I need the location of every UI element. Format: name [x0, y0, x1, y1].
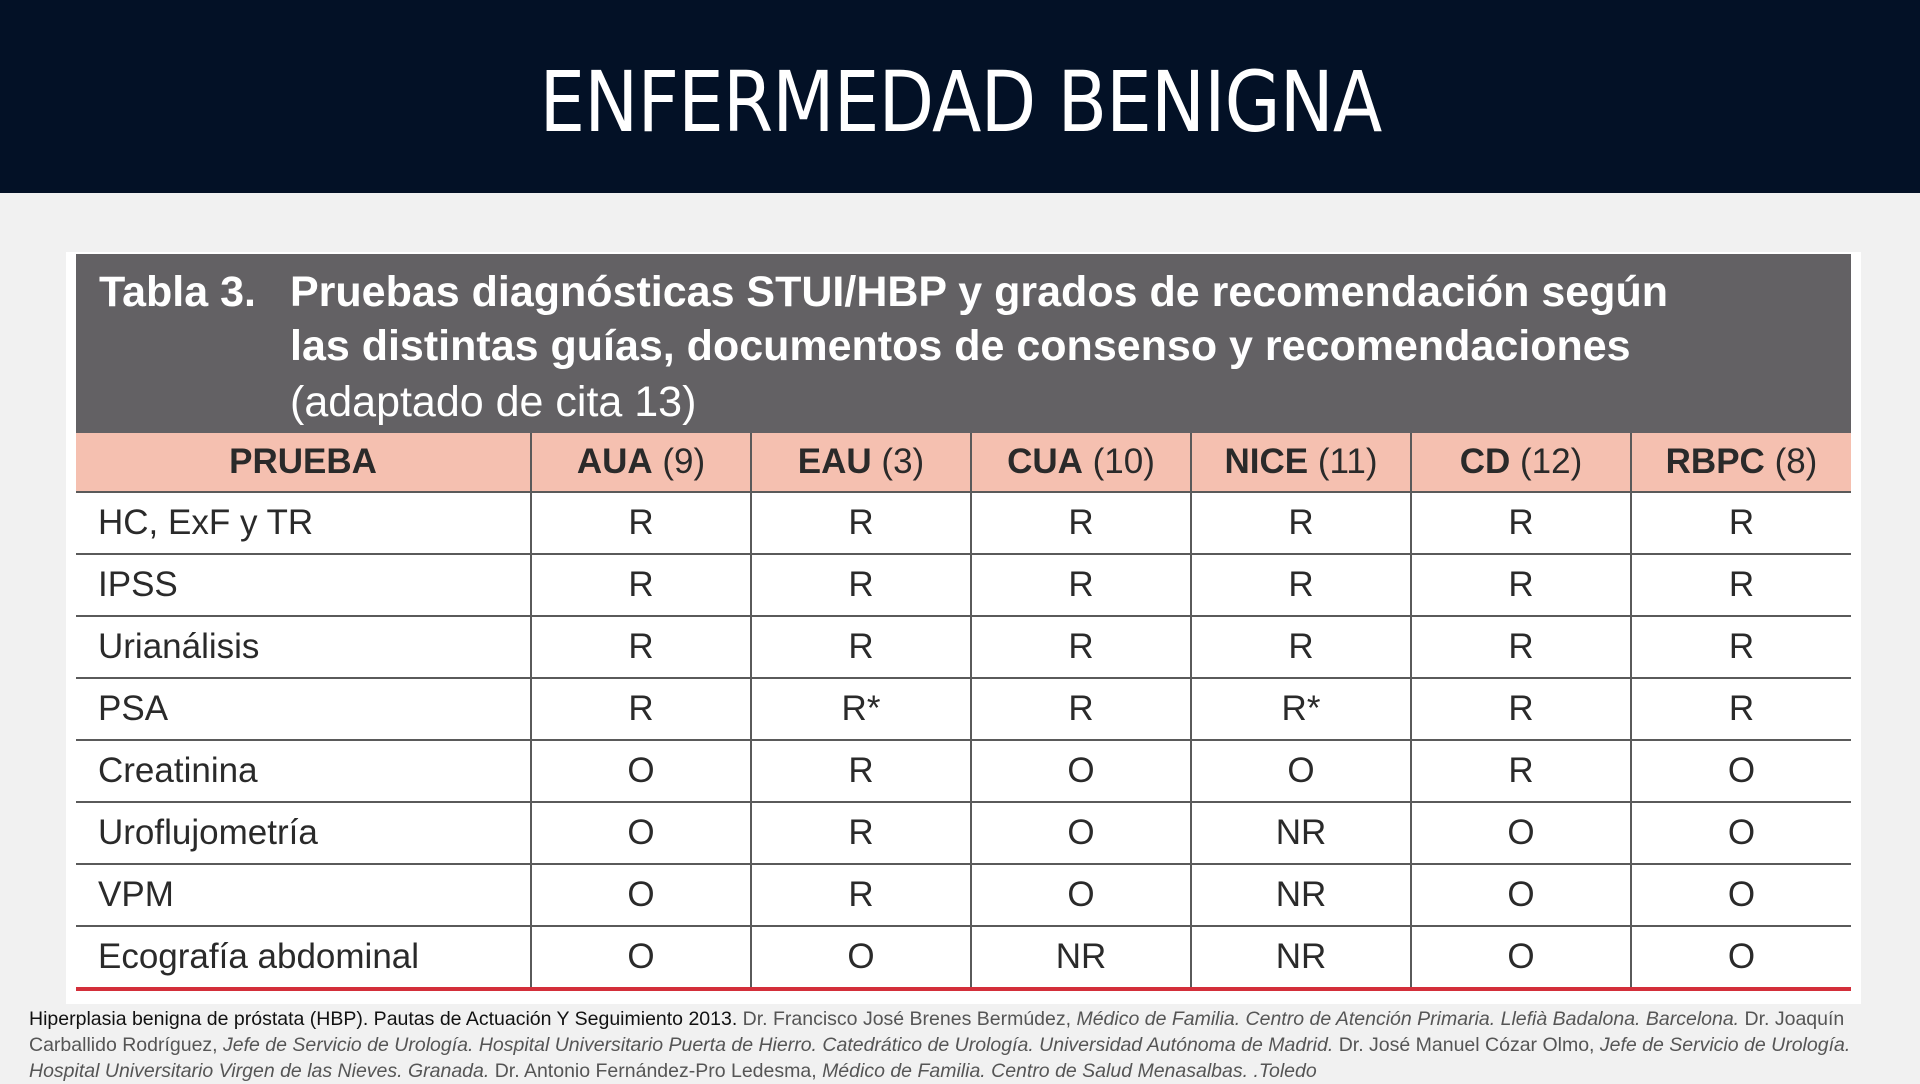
column-header-nice: NICE (11)	[1191, 433, 1411, 492]
table-cell: O	[1631, 802, 1851, 864]
table-cell: NR	[1191, 802, 1411, 864]
table-cell: R	[531, 616, 751, 678]
table-row	[76, 740, 1851, 802]
table-cell: R	[1411, 492, 1631, 554]
table-cell: R	[1411, 616, 1631, 678]
citation-author: Dr. Francisco José Brenes Bermúdez,	[737, 1008, 1077, 1030]
table-header-row	[76, 433, 1851, 492]
table-cell: R	[751, 554, 971, 616]
citation-author: Dr. Antonio Fernández-Pro Ledesma,	[489, 1060, 823, 1082]
table-cell: R	[1631, 616, 1851, 678]
table-cell: O	[1411, 864, 1631, 926]
table-cell: O	[531, 740, 751, 802]
table-cell: O	[1631, 740, 1851, 802]
column-header-eau: EAU (3)	[751, 433, 971, 492]
citation-author: Dr. Joaquín Carballido Rodríguez,	[29, 1008, 1845, 1056]
table-cell: R	[1411, 740, 1631, 802]
table-cell: O	[1411, 802, 1631, 864]
citation-affiliation: Médico de Familia. Centro de Salud Menasalbas. .Toledo	[822, 1060, 1317, 1082]
table-row	[76, 802, 1851, 864]
table-cell: R	[751, 616, 971, 678]
table-cell: O	[971, 802, 1191, 864]
table-cell: O	[531, 802, 751, 864]
table-row	[76, 554, 1851, 616]
table-cell: O	[1191, 740, 1411, 802]
table-cell: NR	[971, 926, 1191, 989]
table-cell: R	[1631, 554, 1851, 616]
citation-source: Hiperplasia benigna de próstata (HBP). Pautas de Actuación Y Seguimiento 2013.	[29, 1008, 738, 1030]
table-cell: O	[1631, 926, 1851, 989]
table-cell: R	[1631, 492, 1851, 554]
table-row	[76, 926, 1851, 989]
table-cell: O	[971, 864, 1191, 926]
table-cell: R	[971, 678, 1191, 740]
table-cell: O	[1631, 864, 1851, 926]
table-caption-line: Pruebas diagnósticas STUI/HBP y grados de recomendación según	[290, 268, 1668, 316]
table-caption-number: Tabla 3.	[99, 268, 256, 316]
table-cell: R	[1411, 678, 1631, 740]
table-row	[76, 616, 1851, 678]
table-cell: R	[971, 616, 1191, 678]
table-cell: R*	[1191, 678, 1411, 740]
citation-affiliation: Jefe de Servicio de Urología. Hospital Universitario Puerta de Hierro. Catedrático de Urología. Universidad Autónoma de Madrid.	[223, 1034, 1334, 1056]
column-header-rbpc: RBPC (8)	[1631, 433, 1851, 492]
row-label: Ecografía abdominal	[76, 926, 531, 989]
table-cell: R	[1191, 554, 1411, 616]
row-label: IPSS	[76, 554, 531, 616]
table-cell: O	[971, 740, 1191, 802]
table-cell: R	[751, 492, 971, 554]
table-cell: R	[1631, 678, 1851, 740]
table-cell: R	[971, 554, 1191, 616]
table-cell: R	[971, 492, 1191, 554]
table-cell: O	[751, 926, 971, 989]
citation-affiliation: Médico de Familia. Centro de Atención Primaria. Llefià Badalona. Barcelona.	[1076, 1008, 1740, 1030]
column-header-cd: CD (12)	[1411, 433, 1631, 492]
slide-header	[0, 0, 1920, 193]
table-caption-note: (adaptado de cita 13)	[290, 378, 697, 426]
table-caption-line: las distintas guías, documentos de consenso y recomendaciones	[290, 322, 1631, 370]
table-cell: R*	[751, 678, 971, 740]
table-cell: R	[531, 678, 751, 740]
table-cell: R	[531, 554, 751, 616]
column-header-cua: CUA (10)	[971, 433, 1191, 492]
table-cell: R	[751, 740, 971, 802]
row-label: HC, ExF y TR	[76, 492, 531, 554]
citation	[29, 1006, 1899, 1084]
row-label: Creatinina	[76, 740, 531, 802]
table-cell: R	[1411, 554, 1631, 616]
table-cell: R	[751, 802, 971, 864]
recommendation-table	[76, 433, 1851, 991]
table-row	[76, 864, 1851, 926]
row-label: PSA	[76, 678, 531, 740]
column-header-aua: AUA (9)	[531, 433, 751, 492]
table-body	[76, 492, 1851, 989]
table-row	[76, 678, 1851, 740]
table-cell: NR	[1191, 864, 1411, 926]
table-cell: R	[531, 492, 751, 554]
table-cell: O	[531, 926, 751, 989]
table-cell: O	[1411, 926, 1631, 989]
row-label: Urianálisis	[76, 616, 531, 678]
column-header-prueba: PRUEBA	[76, 433, 531, 492]
citation-author: Dr. José Manuel Cózar Olmo,	[1333, 1034, 1600, 1056]
table-row	[76, 492, 1851, 554]
citation-affiliation: Jefe de Servicio de Urología. Hospital Universitario Virgen de las Nieves. Granada.	[29, 1034, 1851, 1082]
row-label: Uroflujometría	[76, 802, 531, 864]
table-cell: R	[751, 864, 971, 926]
table-cell: R	[1191, 616, 1411, 678]
table-cell: NR	[1191, 926, 1411, 989]
row-label: VPM	[76, 864, 531, 926]
table-cell: O	[531, 864, 751, 926]
table-cell: R	[1191, 492, 1411, 554]
slide-title: ENFERMEDAD BENIGNA	[539, 52, 1381, 151]
